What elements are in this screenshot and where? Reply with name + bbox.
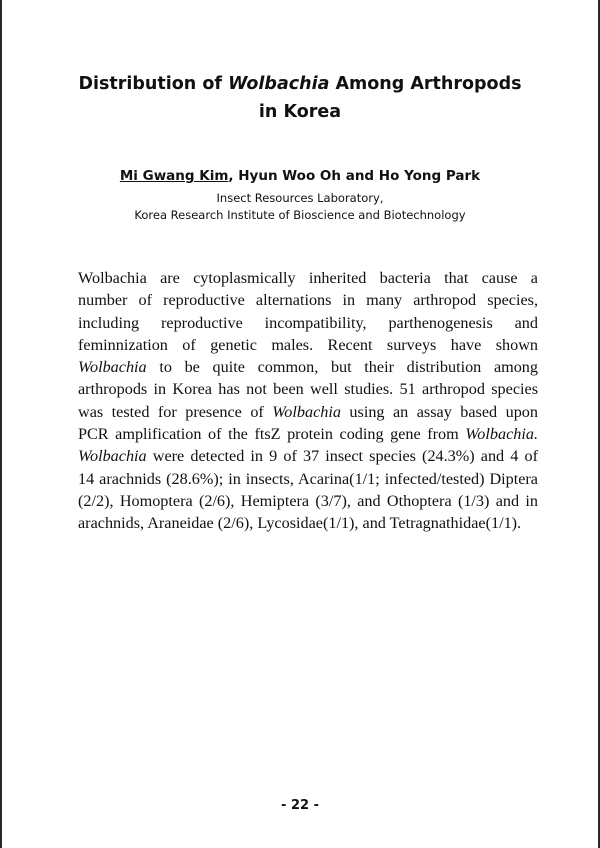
abstract-line-11: (2/2), Homoptera (2/6), Hemiptera (3/7), and Othoptera (1/3) and in	[78, 491, 538, 510]
title-text-pre: Distribution of	[78, 74, 229, 94]
abstract-line-8-pre: PCR amplification of the ftsZ protein coding gene from	[78, 425, 466, 444]
page-border-left	[0, 0, 2, 848]
abstract-line-5	[78, 356, 538, 378]
abstract-line-1: Wolbachia are cytoplasmically inherited bacteria that cause a	[78, 269, 538, 287]
abstract-line-7-pre: was tested for presence of	[78, 402, 273, 421]
abstract-line-4: feminnization of genetic males. Recent surveys have shown	[78, 335, 538, 354]
genus-italic: Wolbachia.	[465, 425, 538, 444]
abstract-line-12: arachnids, Araneidae (2/6), Lycosidae(1/1), and Tetragnathidae(1/1).	[78, 514, 522, 533]
abstract-line-9	[78, 445, 538, 467]
abstract-line-8	[78, 423, 538, 445]
title-genus: Wolbachia	[228, 74, 330, 94]
page-number: - 22 -	[281, 798, 319, 813]
abstract-line-10: 14 arachnids (28.6%); in insects, Acarina(1/1; infected/tested) Diptera	[78, 469, 538, 488]
abstract-line-6: arthropods in Korea has not been well studies. 51 arthropod species	[78, 380, 538, 399]
title-text-post: Among Arthropods	[329, 74, 522, 94]
abstract-line-5-rest: to be quite common, but their distribution among	[146, 358, 538, 377]
genus-italic: Wolbachia	[78, 447, 147, 466]
abstract-body	[78, 267, 538, 535]
paper-title	[60, 70, 540, 126]
title-line-1	[60, 70, 540, 98]
affiliation-line-1: Insect Resources Laboratory,	[216, 191, 384, 205]
author-line	[60, 167, 540, 185]
abstract-line-7-post: using an assay based upon	[340, 402, 538, 421]
genus-italic: Wolbachia	[78, 358, 147, 377]
co-authors: , Hyun Woo Oh and Ho Yong Park	[228, 168, 481, 184]
abstract-line-3: including reproductive incompatibility, parthenogenesis and	[78, 313, 538, 332]
title-line-2: in Korea	[258, 102, 342, 122]
genus-italic: Wolbachia	[272, 402, 341, 421]
abstract-line-2: number of reproductive alternations in many arthropod species,	[78, 291, 538, 310]
affiliation-line-2: Korea Research Institute of Bioscience and Biotechnology	[134, 208, 466, 222]
abstract-line-9-rest: were detected in 9 of 37 insect species (24.3%) and 4 of	[146, 447, 538, 466]
abstract-line-7	[78, 401, 538, 423]
presenting-author: Mi Gwang Kim	[119, 168, 229, 184]
